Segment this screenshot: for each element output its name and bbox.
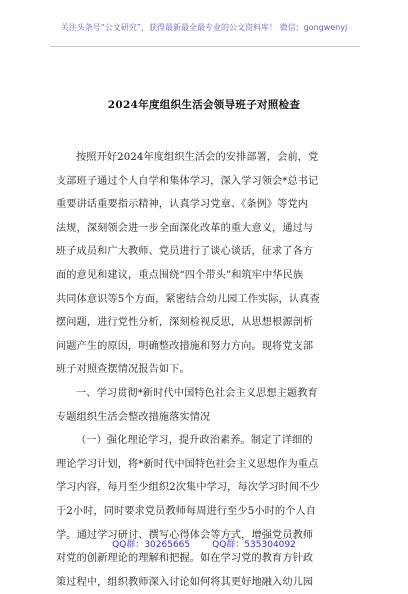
body-line: 面的意见和建议，重点围绕“四个带头”和筑牢中华民族 (56, 269, 304, 281)
body-line: 共同体意识等5个方面，紧密结合幼儿园工作实际，认真查 (56, 293, 320, 305)
body-line: 摆问题，进行党性分析，深刻检视反思，从思想根源剖析 (56, 317, 314, 329)
qq-group-1: QQ群：30265665 (112, 540, 191, 550)
body-line: 于2小时，同时要求党员教师每周进行至少5小时的个人自 (56, 505, 317, 517)
body-line: 按照开好2024年度组织生活会的安排部署，会前，党 (76, 152, 319, 163)
footer-contacts (0, 537, 408, 550)
body-line: 支部班子通过个人自学和集体学习，深入学习领会*总书记 (56, 175, 319, 187)
body-line: 理论学习计划，将*新时代中国特色社会主义思想作为重点 (56, 458, 319, 470)
body-line: 问题产生的原因，明确整改措施和努力方向。现将党支部 (56, 340, 314, 352)
document-title: 2024年度组织生活会领导班子对照检查 (107, 99, 301, 111)
qq-group-2: QQ群：535304092 (212, 540, 296, 550)
header-note: 关注头条号“公文研究”，获得最新最全最专业的公文资料库！ 微信：gongwenyj (60, 23, 348, 32)
header-divider (50, 46, 360, 47)
body-line: 班子成员和广大教师、党员进行了谈心谈话，征求了各方 (56, 246, 314, 258)
body-line: （一）强化理论学习，提升政治素养。制定了详细的 (76, 435, 313, 447)
body-line: 对党的创新理论的理解和把握。如在学习党的教育方针政 (56, 553, 314, 565)
body-line: 策过程中，组织教师深入讨论如何将其更好地融入幼儿园 (56, 576, 314, 588)
document-body (56, 146, 352, 594)
body-line: 班子对照查摆情况报告如下。 (56, 364, 190, 376)
body-line: 学。通过学习研讨、撰写心得体会等方式，增强党员教师 (56, 529, 314, 541)
body-line: 法规，深刻领会进一步全面深化改革的重大意义，通过与 (56, 222, 314, 234)
body-line: 学习内容，每月至少组织2次集中学习，每次学习时间不少 (56, 482, 320, 494)
body-line: 重要讲话重要指示精神，认真学习党章、《条例》等党内 (56, 199, 309, 211)
section-heading: 一、学习贯彻*新时代中国特色社会主义思想主题教育 (76, 387, 318, 399)
section-heading: 专题组织生活会整改措施落实情况 (56, 411, 211, 423)
